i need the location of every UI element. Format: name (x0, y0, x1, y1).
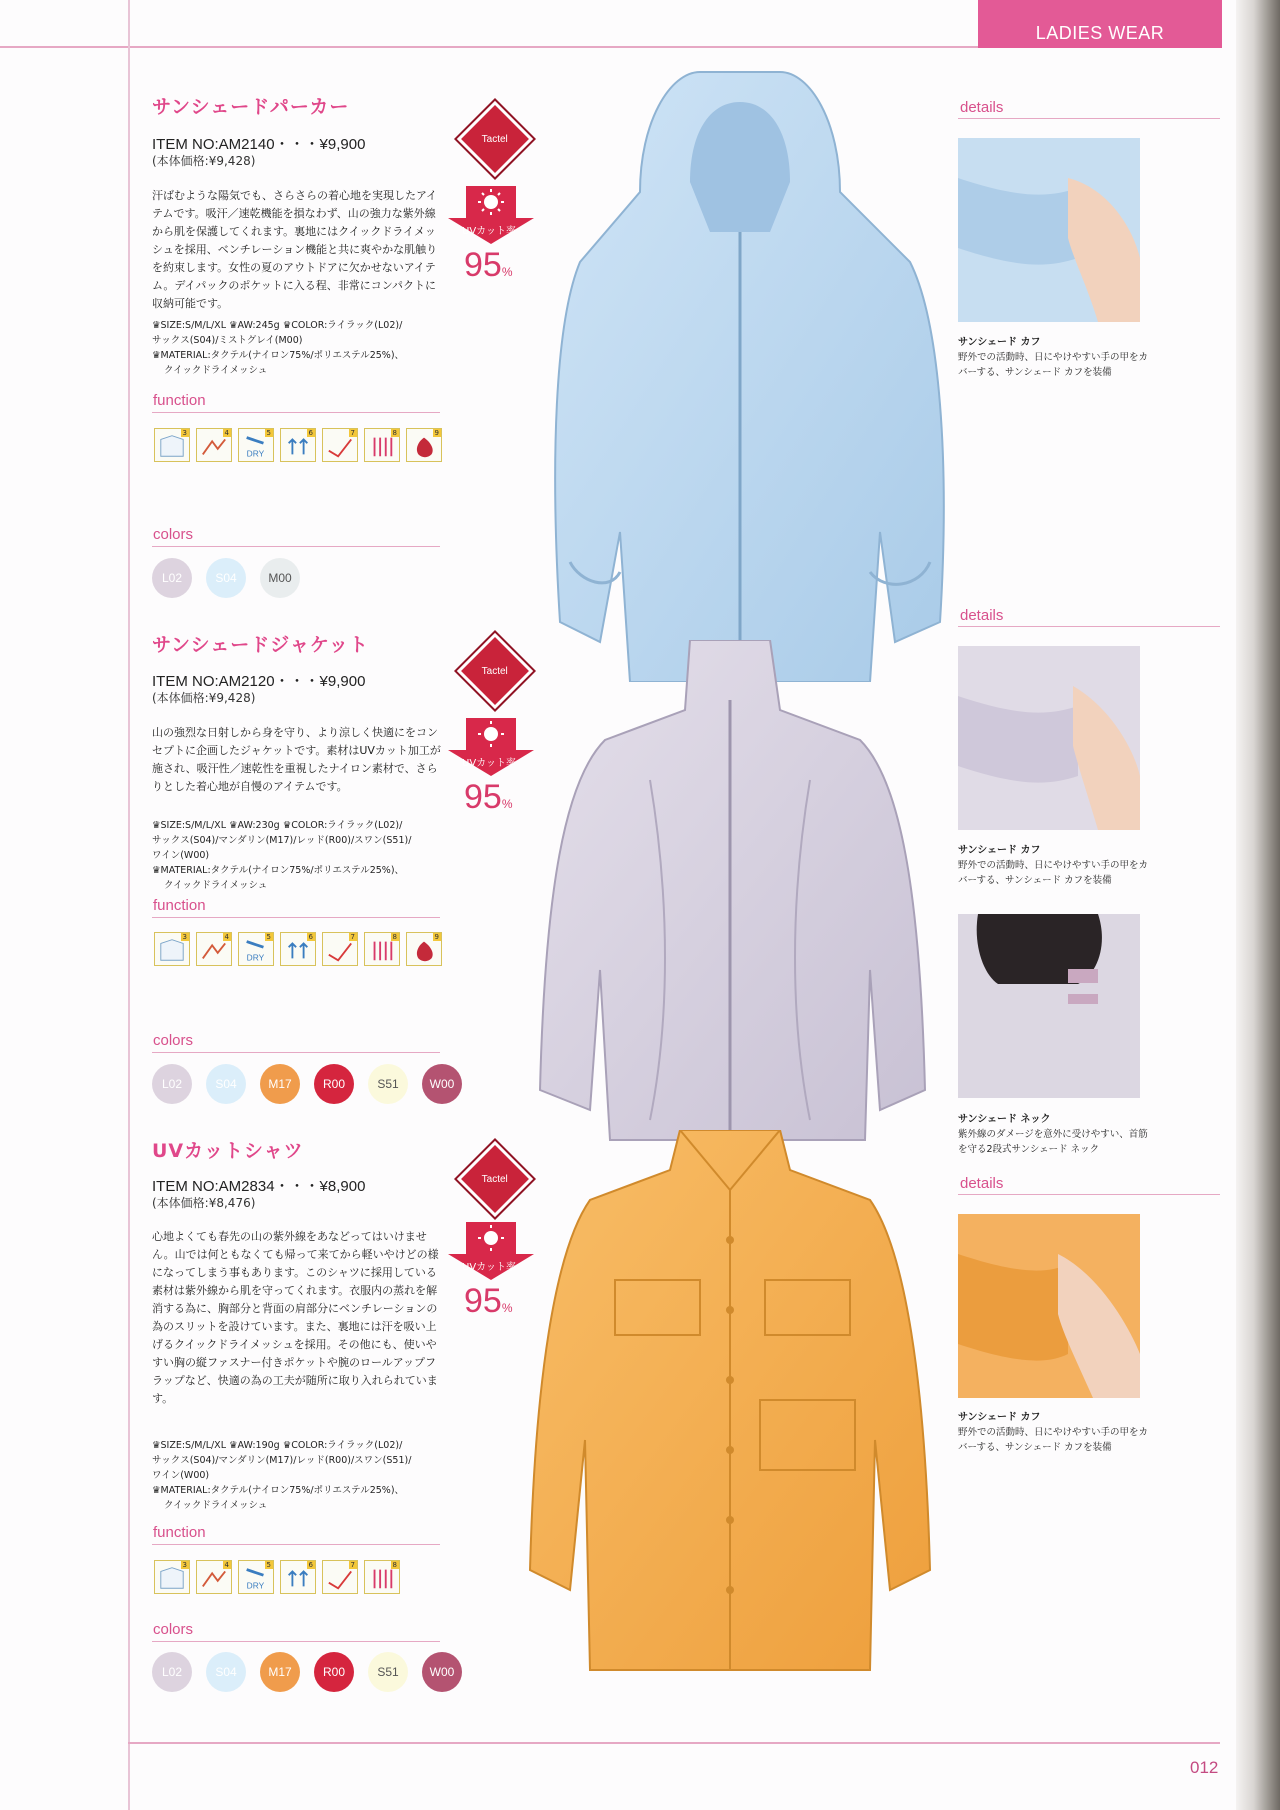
color-swatch: S04 (206, 1064, 246, 1104)
details-label: details (960, 99, 1004, 116)
spec-line: ワイン(W00) (152, 1470, 210, 1481)
function-icon-3 (154, 1560, 190, 1594)
function-icon-6 (280, 932, 316, 966)
detail-photo-neck (958, 914, 1140, 1098)
spec-line: クイックドライメッシュ (164, 365, 268, 376)
section-rule (958, 1194, 1220, 1195)
uv-cut-badge (448, 186, 534, 286)
function-number: 5 (266, 933, 271, 941)
function-icon-8 (364, 932, 400, 966)
page-number: 012 (1190, 1758, 1219, 1777)
function-number: 9 (434, 933, 439, 941)
function-icon-9 (406, 932, 442, 966)
tactel-badge (457, 101, 533, 177)
function-number: 8 (392, 933, 397, 941)
color-swatch: R00 (314, 1064, 354, 1104)
book-binding-shadow (1236, 0, 1280, 1810)
function-icon-6 (280, 428, 316, 462)
color-swatch: L02 (152, 1652, 192, 1692)
section-rule (152, 1544, 440, 1545)
color-swatches (152, 558, 300, 598)
spec-line: ワイン(W00) (152, 850, 210, 861)
detail-text: 野外での活動時、日にやけやすい手の甲をカバーする、サンシェード カフを装備 (958, 352, 1149, 378)
bottom-rule (128, 1742, 1220, 1744)
base-price: (本体価格:¥9,428) (152, 154, 256, 168)
margin-line (128, 0, 130, 1810)
function-icons (154, 428, 444, 462)
function-label: function (153, 1524, 206, 1541)
spec-line: ♛MATERIAL:タクテル(ナイロン75%/ポリエステル25%)、 (152, 1485, 405, 1496)
function-icon-6 (280, 1560, 316, 1594)
function-label: function (153, 392, 206, 409)
function-icon-5 (238, 1560, 274, 1594)
item-number: ITEM NO:AM2120・・・¥9,900 (152, 673, 366, 690)
section-rule (958, 626, 1220, 627)
color-swatch: M17 (260, 1652, 300, 1692)
item-number: ITEM NO:AM2140・・・¥9,900 (152, 136, 366, 153)
product-description: 山の強烈な日射しから身を守り、より涼しく快適にをコンセプトに企画したジャケットです。素材はUVカット加工が施され、吸汗性／速乾性を重視したナイロン素材で、さらりとした着心地が自慢のアイテムです。 (152, 726, 441, 793)
function-icon-8 (364, 428, 400, 462)
product-specs (152, 318, 442, 378)
section-rule (152, 412, 440, 413)
function-icon-9 (406, 428, 442, 462)
tactel-label: Tactel (481, 665, 509, 677)
function-label: function (153, 897, 206, 914)
uv-percent: 95% (464, 1282, 513, 1320)
section-rule (152, 1641, 440, 1642)
details-label: details (960, 607, 1004, 624)
detail-title: サンシェード カフ (958, 337, 1041, 348)
function-icon-4 (196, 1560, 232, 1594)
section-rule (152, 546, 440, 547)
color-swatches (152, 1064, 462, 1104)
function-icon-3 (154, 428, 190, 462)
color-swatch: S51 (368, 1064, 408, 1104)
sun-icon (448, 186, 534, 246)
detail-title: サンシェード カフ (958, 1412, 1041, 1423)
uv-percent: 95% (464, 246, 513, 284)
function-number: 3 (182, 1561, 187, 1569)
color-swatch: L02 (152, 1064, 192, 1104)
function-number: 4 (224, 933, 229, 941)
function-number: 4 (224, 429, 229, 437)
function-number: 7 (350, 1561, 355, 1569)
function-icon-5 (238, 932, 274, 966)
function-number: 7 (350, 933, 355, 941)
product-description: 心地よくても春先の山の紫外線をあなどってはいけません。山では何ともなくても帰って来てから軽いやけどの様になってしまう事もあります。このシャツに採用している素材は紫外線から肌を守ってくれます。衣服内の蒸れを解消する為に、胸部分と背面の肩部分にベンチレーションの為のスリットを設けています。また、裏地には汗を吸い上げるクイックドライメッシュを採用。その他にも、使いやすい胸の縦ファスナー付きポケットや腕のロールアップフラップなど、快適の為の工夫が随所に取り入れられています。 (152, 1230, 439, 1405)
spec-line: ♛MATERIAL:タクテル(ナイロン75%/ポリエステル25%)、 (152, 865, 405, 876)
details-label: details (960, 1175, 1004, 1192)
section-rule (958, 118, 1220, 119)
base-price: (本体価格:¥8,476) (152, 1196, 256, 1210)
spec-line: サックス(S04)/マンダリン(M17)/レッド(R00)/スワン(S51)/ (152, 1455, 412, 1466)
product-title: サンシェードジャケット (152, 634, 369, 656)
uv-label: UVカット率 (462, 758, 517, 769)
item-number: ITEM NO:AM2834・・・¥8,900 (152, 1178, 366, 1195)
color-swatch: M17 (260, 1064, 300, 1104)
function-number: 3 (182, 429, 187, 437)
uv-percent: 95% (464, 778, 513, 816)
colors-label: colors (153, 526, 194, 543)
color-swatch: S51 (368, 1652, 408, 1692)
spec-line: クイックドライメッシュ (164, 1500, 268, 1511)
product-title: サンシェードパーカー (152, 96, 350, 118)
color-swatch: S04 (206, 1652, 246, 1692)
colors-label: colors (153, 1621, 194, 1638)
spec-line: サックス(S04)/ミストグレイ(M00) (152, 335, 303, 346)
detail-text: 野外での活動時、日にやけやすい手の甲をカバーする、サンシェード カフを装備 (958, 1427, 1149, 1453)
svg-text:DRY: DRY (246, 448, 265, 459)
tactel-label: Tactel (481, 133, 509, 145)
section-rule (152, 917, 440, 918)
svg-text:DRY: DRY (246, 952, 265, 963)
color-swatch: W00 (422, 1064, 462, 1104)
spec-line: クイックドライメッシュ (164, 880, 268, 891)
section-header: LADIES WEAR (978, 0, 1222, 48)
jacket-photo (520, 640, 940, 1164)
function-number: 5 (266, 429, 271, 437)
spec-line: ♛SIZE:S/M/L/XL ♛AW:230g ♛COLOR:ライラック(L02)/ (152, 820, 403, 831)
function-icon-5 (238, 428, 274, 462)
spec-line: サックス(S04)/マンダリン(M17)/レッド(R00)/スワン(S51)/ (152, 835, 412, 846)
spec-line: ♛SIZE:S/M/L/XL ♛AW:245g ♛COLOR:ライラック(L02)/ (152, 320, 403, 331)
color-swatch: M00 (260, 558, 300, 598)
function-number: 6 (308, 933, 313, 941)
uv-label: UVカット率 (462, 1262, 517, 1273)
svg-text:DRY: DRY (246, 1580, 265, 1591)
detail-photo-cuff (958, 138, 1140, 322)
function-icon-4 (196, 428, 232, 462)
function-number: 8 (392, 429, 397, 437)
function-number: 5 (266, 1561, 271, 1569)
function-number: 7 (350, 429, 355, 437)
function-number: 6 (308, 429, 313, 437)
parka-photo (540, 62, 950, 686)
product-specs (152, 818, 442, 893)
function-icon-3 (154, 932, 190, 966)
function-icons (154, 932, 444, 966)
section-rule (152, 1052, 440, 1053)
function-icons (154, 1560, 444, 1594)
color-swatch: R00 (314, 1652, 354, 1692)
color-swatch: W00 (422, 1652, 462, 1692)
base-price: (本体価格:¥9,428) (152, 691, 256, 705)
detail-photo-cuff (958, 1214, 1140, 1398)
function-icon-7 (322, 932, 358, 966)
function-number: 4 (224, 1561, 229, 1569)
function-number: 6 (308, 1561, 313, 1569)
detail-photo-cuff (958, 646, 1140, 830)
spec-line: ♛MATERIAL:タクテル(ナイロン75%/ポリエステル25%)、 (152, 350, 405, 361)
uv-label: UVカット率 (462, 226, 517, 237)
function-icon-4 (196, 932, 232, 966)
product-description: 汗ばむような陽気でも、さらさらの着心地を実現したアイテムです。吸汗／速乾機能を損なわず、山の強力な紫外線から肌を保護してくれます。裏地にはクイックドライメッシュを採用、ベンチレーション機能と共に爽やかな肌触りを約束します。女性の夏のアウトドアに欠かせないアイテム。デイパックのポケットに入る程、非常にコンパクトに収納可能です。 (152, 189, 438, 310)
colors-label: colors (153, 1032, 194, 1049)
detail-title: サンシェード ネック (958, 1114, 1051, 1125)
color-swatches (152, 1652, 462, 1692)
function-icon-7 (322, 1560, 358, 1594)
tactel-label: Tactel (481, 1173, 509, 1185)
shirt-photo (520, 1130, 940, 1694)
product-title: UVカットシャツ (152, 1140, 304, 1162)
product-specs (152, 1438, 442, 1513)
detail-text: 野外での活動時、日にやけやすい手の甲をカバーする、サンシェード カフを装備 (958, 860, 1149, 886)
function-icon-7 (322, 428, 358, 462)
detail-text: 紫外線のダメージを意外に受けやすい、首筋を守る2段式サンシェード ネック (958, 1129, 1148, 1155)
color-swatch: S04 (206, 558, 246, 598)
function-number: 3 (182, 933, 187, 941)
function-number: 8 (392, 1561, 397, 1569)
function-icon-8 (364, 1560, 400, 1594)
spec-line: ♛SIZE:S/M/L/XL ♛AW:190g ♛COLOR:ライラック(L02)/ (152, 1440, 403, 1451)
detail-title: サンシェード カフ (958, 845, 1041, 856)
color-swatch: L02 (152, 558, 192, 598)
function-number: 9 (434, 429, 439, 437)
